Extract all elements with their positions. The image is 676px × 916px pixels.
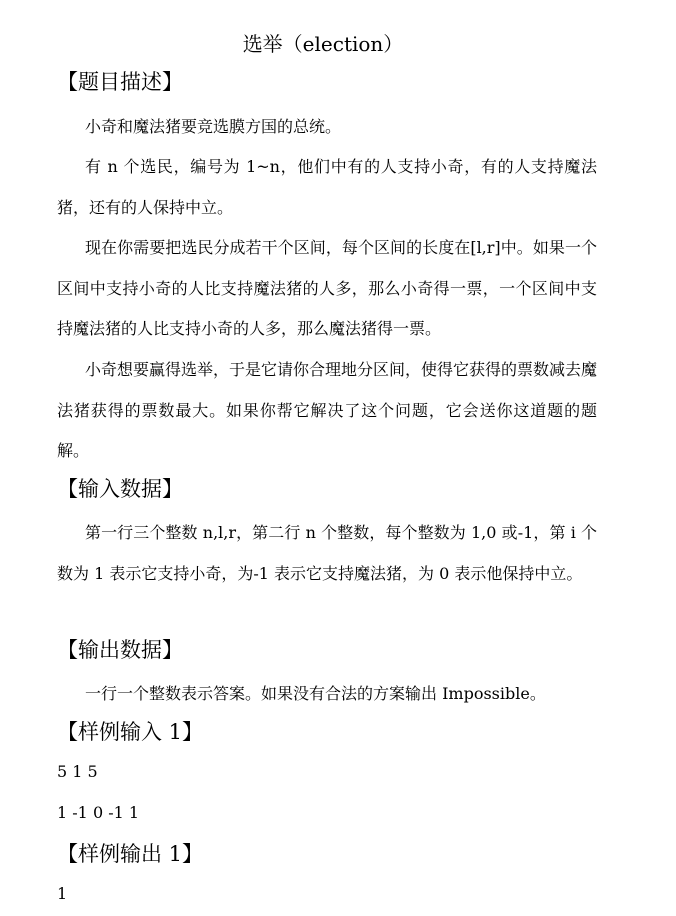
sample-output-heading: 【样例输出 1】 bbox=[57, 842, 204, 866]
sample-input-line-2: 1 -1 0 -1 1 bbox=[57, 803, 140, 822]
description-paragraph-4: 小奇想要赢得选举，于是它请你合理地分区间，使得它获得的票数减去魔法猪获得的票数最大。如果你帮它解决了这个问题，它会送你这道题的题解。 bbox=[57, 360, 598, 461]
output-paragraph: 一行一个整数表示答案。如果没有合法的方案输出 Impossible。 bbox=[85, 684, 546, 703]
input-paragraph: 第一行三个整数 n,l,r，第二行 n 个整数，每个整数为 1,0 或-1，第 i 个数为 1 表示它支持小奇，为-1 表示它支持魔法猪，为 0 表示他保持中立。 bbox=[57, 523, 597, 583]
description-paragraph-2: 有 n 个选民，编号为 1~n，他们中有的人支持小奇，有的人支持魔法猪，还有的人保持中立。 bbox=[57, 157, 597, 217]
description-paragraph-3: 现在你需要把选民分成若干个区间，每个区间的长度在[l,r]中。如果一个区间中支持小奇的人比支持魔法猪的人多，那么小奇得一票，一个区间中支持魔法猪的人比支持小奇的人多，那么魔法猪得一票。 bbox=[57, 238, 597, 339]
sample-input-line-1: 5 1 5 bbox=[57, 762, 98, 781]
sample-input-heading: 【样例输入 1】 bbox=[57, 720, 204, 744]
description-paragraph-1: 小奇和魔法猪要竞选膜方国的总统。 bbox=[85, 117, 342, 136]
output-heading: 【输出数据】 bbox=[57, 638, 183, 662]
problem-title: 选举（election） bbox=[242, 32, 404, 56]
description-heading: 【题目描述】 bbox=[57, 70, 183, 94]
sample-output-line-1: 1 bbox=[57, 884, 68, 903]
input-heading: 【输入数据】 bbox=[57, 477, 183, 501]
